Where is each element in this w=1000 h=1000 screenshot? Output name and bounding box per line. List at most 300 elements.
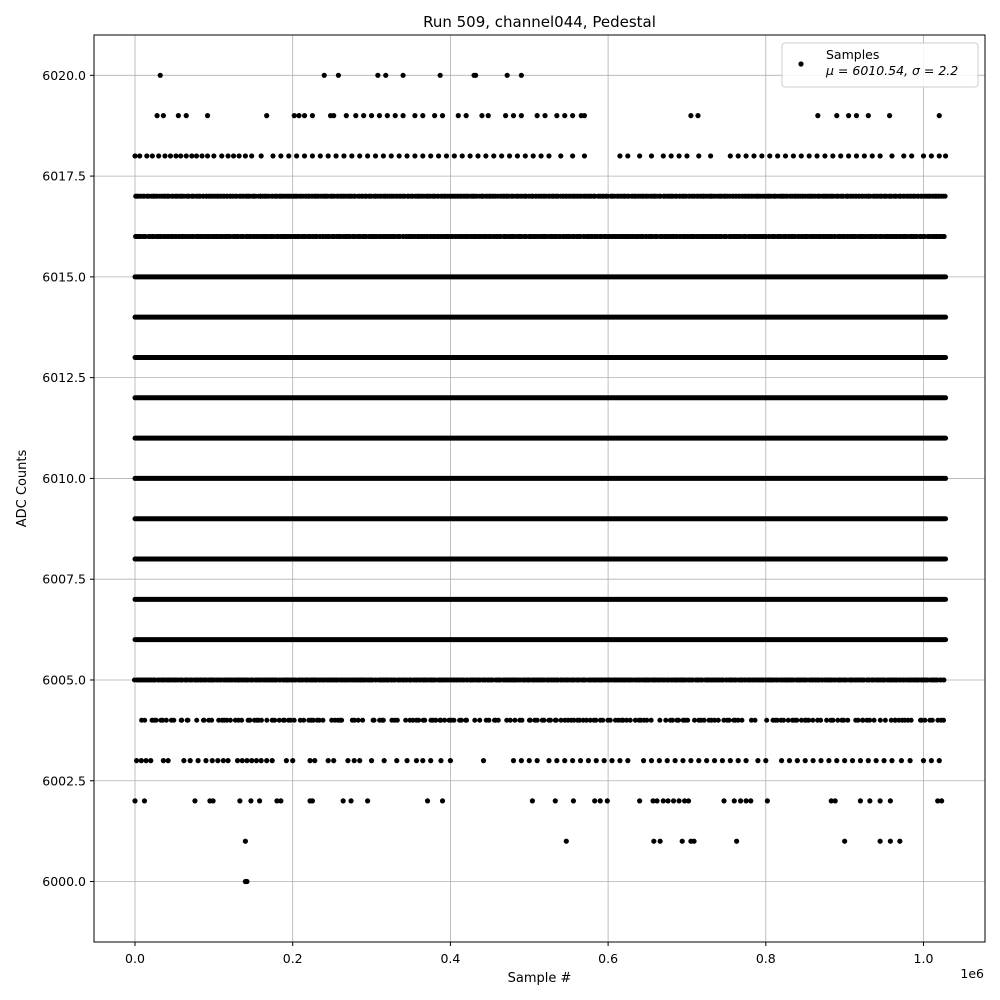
sample-band	[139, 718, 946, 723]
sample-point	[331, 113, 336, 118]
sample-point	[176, 113, 181, 118]
sample-point	[244, 758, 249, 763]
sample-point	[676, 718, 681, 723]
sample-point	[369, 113, 374, 118]
sample-point	[833, 798, 838, 803]
sample-point	[148, 758, 153, 763]
sample-point	[669, 153, 674, 158]
sample-point	[348, 798, 353, 803]
sample-point	[531, 153, 536, 158]
sample-point	[292, 718, 297, 723]
sample-point	[546, 758, 551, 763]
sample-point	[144, 153, 149, 158]
sample-point	[194, 718, 199, 723]
sample-point	[254, 758, 259, 763]
sample-point	[702, 718, 707, 723]
sample-point	[870, 153, 875, 158]
sample-point	[854, 153, 859, 158]
sample-point	[519, 758, 524, 763]
sample-point	[542, 113, 547, 118]
x-tick-label: 0.2	[282, 951, 303, 966]
sample-point	[243, 153, 248, 158]
sample-point	[657, 758, 662, 763]
sample-point	[257, 798, 262, 803]
sample-point	[331, 758, 336, 763]
sample-point	[564, 839, 569, 844]
sample-point	[333, 153, 338, 158]
x-axis-label: Sample #	[507, 971, 572, 986]
sample-point	[416, 718, 421, 723]
sample-point	[763, 758, 768, 763]
plot-frame	[94, 35, 985, 942]
sample-point	[428, 153, 433, 158]
sample-point	[889, 153, 894, 158]
sample-point	[670, 718, 675, 723]
sample-point	[570, 758, 575, 763]
sample-point	[803, 758, 808, 763]
sample-point	[582, 113, 587, 118]
sample-point	[708, 153, 713, 158]
sample-point	[676, 798, 681, 803]
sample-point	[185, 718, 190, 723]
sample-point	[205, 113, 210, 118]
sample-point	[142, 718, 147, 723]
sample-point	[834, 758, 839, 763]
sample-point	[420, 758, 425, 763]
sample-point	[356, 718, 361, 723]
sample-point	[842, 758, 847, 763]
sample-point	[228, 718, 233, 723]
sample-point	[535, 758, 540, 763]
sample-point	[310, 113, 315, 118]
sample-point	[637, 153, 642, 158]
sample-point	[878, 153, 883, 158]
sample-point	[161, 113, 166, 118]
sample-point	[357, 153, 362, 158]
y-axis-label: ADC Counts	[15, 449, 30, 528]
sample-point	[459, 718, 464, 723]
sample-point	[799, 153, 804, 158]
sample-point	[154, 718, 159, 723]
sample-point	[779, 758, 784, 763]
sample-point	[720, 758, 725, 763]
sample-point	[142, 798, 147, 803]
sample-point	[673, 758, 678, 763]
sample-point	[854, 113, 859, 118]
sample-point	[814, 153, 819, 158]
sample-point	[188, 758, 193, 763]
sample-point	[692, 718, 697, 723]
sample-point	[665, 798, 670, 803]
sample-point	[168, 153, 173, 158]
sample-point	[451, 718, 456, 723]
sample-point	[156, 153, 161, 158]
sample-point	[440, 798, 445, 803]
data-points	[132, 73, 948, 884]
sample-point	[166, 758, 171, 763]
sample-point	[617, 758, 622, 763]
sample-point	[353, 113, 358, 118]
sample-point	[815, 113, 820, 118]
sample-point	[523, 153, 528, 158]
sample-point	[372, 718, 377, 723]
sample-point	[264, 113, 269, 118]
y-tick-label: 6015.0	[42, 269, 86, 285]
sample-point	[452, 153, 457, 158]
sample-point	[481, 758, 486, 763]
sample-point	[899, 758, 904, 763]
sample-point	[759, 153, 764, 158]
sample-point	[872, 718, 877, 723]
sample-point	[830, 718, 835, 723]
sample-point	[365, 798, 370, 803]
sample-point	[210, 798, 215, 803]
sample-point	[460, 153, 465, 158]
sample-point	[732, 798, 737, 803]
sample-point	[179, 718, 184, 723]
sample-point	[542, 718, 547, 723]
sample-point	[244, 879, 249, 884]
sample-point	[600, 718, 605, 723]
sample-point	[787, 758, 792, 763]
sample-point	[734, 839, 739, 844]
sample-point	[189, 153, 194, 158]
sample-point	[290, 758, 295, 763]
sample-point	[866, 113, 871, 118]
sample-point	[909, 718, 914, 723]
sample-point	[341, 153, 346, 158]
sample-point	[403, 718, 408, 723]
sample-point	[850, 758, 855, 763]
sample-point	[535, 718, 540, 723]
sample-point	[661, 798, 666, 803]
sample-point	[420, 153, 425, 158]
sample-point	[373, 153, 378, 158]
sample-point	[137, 153, 142, 158]
sample-point	[688, 113, 693, 118]
sample-point	[941, 718, 946, 723]
sample-point	[554, 718, 559, 723]
sample-point	[562, 758, 567, 763]
sample-point	[322, 73, 327, 78]
sample-point	[369, 758, 374, 763]
sample-point	[365, 153, 370, 158]
sample-point	[202, 718, 207, 723]
sample-point	[464, 718, 469, 723]
sample-point	[644, 718, 649, 723]
sample-point	[292, 113, 297, 118]
sample-point	[592, 798, 597, 803]
sample-point	[755, 758, 760, 763]
sample-point	[680, 758, 685, 763]
sample-point	[203, 758, 208, 763]
sample-point	[519, 113, 524, 118]
sample-point	[878, 839, 883, 844]
sample-point	[259, 153, 264, 158]
sample-point	[436, 153, 441, 158]
sample-point	[818, 718, 823, 723]
sample-point	[486, 718, 491, 723]
sample-point	[205, 153, 210, 158]
sample-point	[846, 153, 851, 158]
sample-point	[389, 153, 394, 158]
sample-point	[215, 758, 220, 763]
sample-point	[739, 718, 744, 723]
sample-point	[377, 113, 382, 118]
sample-point	[609, 758, 614, 763]
sample-point	[527, 758, 532, 763]
sample-point	[558, 153, 563, 158]
sample-point	[161, 758, 166, 763]
sample-point	[937, 113, 942, 118]
sample-point	[874, 758, 879, 763]
sample-point	[921, 153, 926, 158]
sample-point	[171, 718, 176, 723]
sample-point	[302, 153, 307, 158]
sample-point	[383, 73, 388, 78]
sample-point	[680, 839, 685, 844]
sample-point	[867, 718, 872, 723]
y-tick-label: 6010.0	[42, 470, 86, 486]
sample-point	[247, 718, 252, 723]
sample-point	[605, 798, 610, 803]
sample-point	[296, 113, 301, 118]
sample-point	[442, 718, 447, 723]
sample-point	[888, 798, 893, 803]
sample-point	[546, 153, 551, 158]
sample-point	[511, 113, 516, 118]
sample-point	[883, 718, 888, 723]
sample-point	[344, 113, 349, 118]
sample-point	[781, 718, 786, 723]
sample-point	[444, 153, 449, 158]
sample-point	[294, 153, 299, 158]
x-tick-label: 0.8	[755, 951, 776, 966]
sample-point	[695, 113, 700, 118]
sample-point	[654, 798, 659, 803]
sample-point	[649, 758, 654, 763]
sample-point	[508, 718, 513, 723]
y-tick-label: 6007.5	[42, 571, 86, 587]
sample-point	[858, 798, 863, 803]
sample-point	[704, 758, 709, 763]
sample-point	[173, 153, 178, 158]
sample-point	[259, 758, 264, 763]
sample-point	[570, 113, 575, 118]
y-tick-label: 6017.5	[42, 168, 86, 184]
sample-point	[310, 153, 315, 158]
sample-point	[393, 113, 398, 118]
sample-point	[602, 758, 607, 763]
sample-band	[133, 194, 947, 199]
sample-point	[249, 153, 254, 158]
sample-point	[651, 839, 656, 844]
sample-point	[341, 798, 346, 803]
sample-point	[929, 153, 934, 158]
sample-point	[791, 153, 796, 158]
sample-point	[685, 718, 690, 723]
sample-point	[420, 113, 425, 118]
sample-point	[286, 153, 291, 158]
sample-point	[712, 758, 717, 763]
sample-point	[412, 153, 417, 158]
sample-point	[278, 798, 283, 803]
sample-point	[663, 718, 668, 723]
sample-point	[943, 153, 948, 158]
sample-point	[192, 798, 197, 803]
sample-point	[357, 758, 362, 763]
chart-title: Run 509, channel044, Pedestal	[423, 13, 656, 31]
sample-point	[352, 758, 357, 763]
sample-point	[728, 758, 733, 763]
sample-point	[738, 798, 743, 803]
sample-point	[301, 718, 306, 723]
sample-point	[676, 153, 681, 158]
sample-point	[237, 798, 242, 803]
sample-point	[535, 113, 540, 118]
sample-point	[765, 798, 770, 803]
x-tick-label: 0.6	[598, 951, 619, 966]
sample-point	[657, 718, 662, 723]
sample-point	[553, 798, 558, 803]
sample-point	[184, 153, 189, 158]
sample-point	[519, 73, 524, 78]
sample-point	[181, 758, 186, 763]
sample-point	[211, 153, 216, 158]
sample-point	[479, 113, 484, 118]
sample-point	[649, 718, 654, 723]
sample-point	[767, 153, 772, 158]
sample-point	[345, 758, 350, 763]
sample-point	[810, 718, 815, 723]
sample-point	[930, 718, 935, 723]
sample-point	[486, 113, 491, 118]
sample-point	[617, 153, 622, 158]
sample-point	[845, 718, 850, 723]
sample-point	[582, 153, 587, 158]
sample-point	[339, 718, 344, 723]
grid-lines	[94, 35, 985, 942]
sample-point	[753, 718, 758, 723]
sample-point	[842, 839, 847, 844]
sample-point	[795, 758, 800, 763]
sample-point	[231, 153, 236, 158]
sample-point	[570, 153, 575, 158]
sample-point	[593, 718, 598, 723]
sample-point	[505, 73, 510, 78]
x-tick-label: 1.0	[913, 951, 934, 966]
sample-point	[318, 153, 323, 158]
sample-point	[571, 798, 576, 803]
sample-point	[438, 73, 443, 78]
sample-point	[249, 758, 254, 763]
sample-point	[586, 758, 591, 763]
sample-point	[320, 718, 325, 723]
sample-point	[464, 113, 469, 118]
sample-point	[503, 113, 508, 118]
sample-point	[751, 153, 756, 158]
sample-point	[496, 718, 501, 723]
sample-point	[736, 758, 741, 763]
sample-point	[691, 839, 696, 844]
sample-point	[143, 758, 148, 763]
sample-point	[132, 798, 137, 803]
sample-point	[696, 153, 701, 158]
sample-point	[158, 73, 163, 78]
sample-point	[743, 153, 748, 158]
sample-point	[425, 798, 430, 803]
sample-point	[336, 73, 341, 78]
sample-point	[225, 758, 230, 763]
sample-point	[716, 718, 721, 723]
sample-point	[887, 113, 892, 118]
sample-point	[519, 718, 524, 723]
sample-point	[248, 798, 253, 803]
sample-point	[381, 718, 386, 723]
sample-point	[878, 798, 883, 803]
sample-point	[921, 758, 926, 763]
y-tick-label: 6000.0	[42, 874, 86, 890]
sample-point	[866, 758, 871, 763]
sample-point	[862, 153, 867, 158]
y-tick-label: 6005.0	[42, 672, 86, 688]
sample-point	[307, 758, 312, 763]
sample-point	[491, 153, 496, 158]
sample-point	[937, 153, 942, 158]
sample-point	[422, 718, 427, 723]
sample-point	[881, 758, 886, 763]
sample-point	[512, 718, 517, 723]
sample-point	[235, 758, 240, 763]
sample-point	[239, 718, 244, 723]
sample-point	[937, 758, 942, 763]
legend	[782, 43, 978, 87]
sample-point	[889, 758, 894, 763]
sample-point	[468, 153, 473, 158]
sample-point	[225, 153, 230, 158]
sample-point	[178, 153, 183, 158]
sample-point	[641, 758, 646, 763]
sample-point	[764, 718, 769, 723]
sample-point	[210, 758, 215, 763]
sample-band	[133, 234, 947, 239]
sample-point	[554, 758, 559, 763]
sample-point	[528, 718, 533, 723]
sample-point	[538, 153, 543, 158]
sample-point	[326, 758, 331, 763]
sample-point	[349, 153, 354, 158]
sample-point	[219, 153, 224, 158]
sample-point	[428, 758, 433, 763]
sample-point	[901, 153, 906, 158]
sample-point	[375, 73, 380, 78]
sample-point	[743, 798, 748, 803]
sample-point	[132, 153, 137, 158]
sample-point	[888, 839, 893, 844]
sample-point	[625, 153, 630, 158]
sample-point	[846, 113, 851, 118]
sample-point	[822, 153, 827, 158]
sample-point	[727, 718, 732, 723]
sample-point	[264, 758, 269, 763]
sample-point	[195, 758, 200, 763]
x-tick-label: 0.4	[440, 951, 461, 966]
sample-point	[942, 234, 947, 239]
sample-point	[448, 758, 453, 763]
sample-point	[826, 758, 831, 763]
sample-point	[477, 718, 482, 723]
y-tick-label: 6012.5	[42, 370, 86, 386]
